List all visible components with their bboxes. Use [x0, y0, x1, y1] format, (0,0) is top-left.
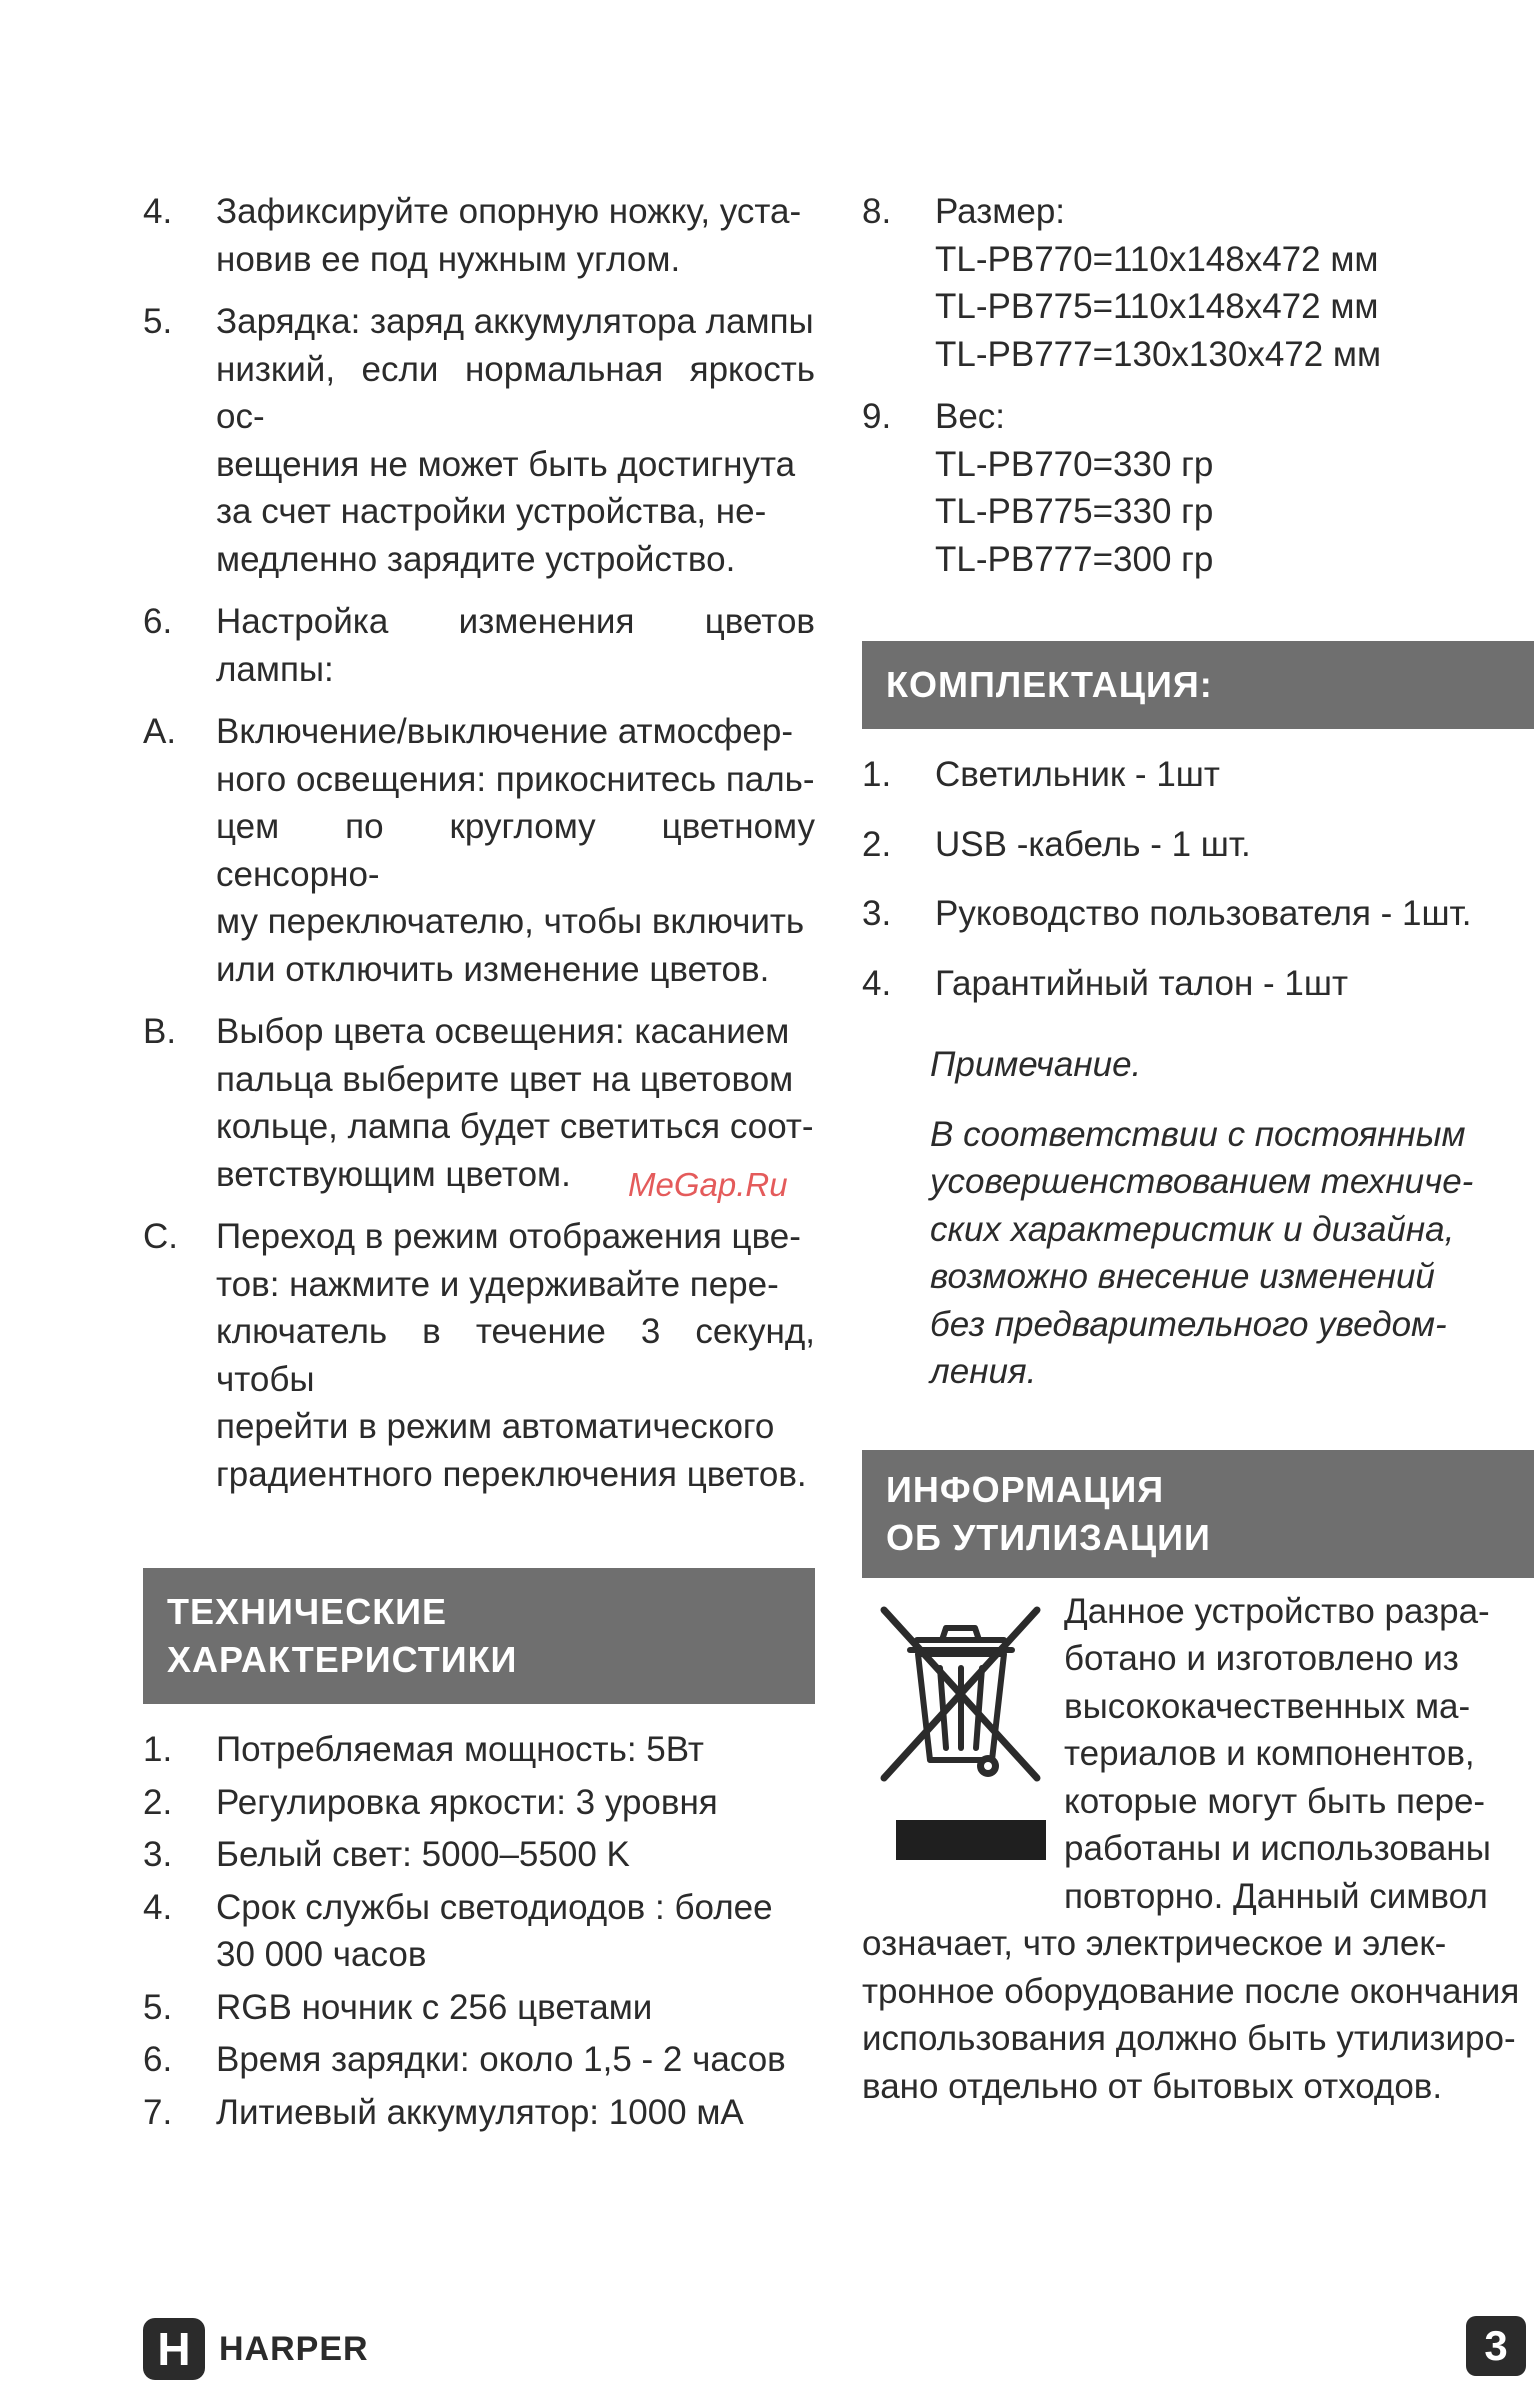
text-line: Данное устройство разра- [1064, 1591, 1490, 1631]
text-line: Гарантийный талон - 1шт [935, 963, 1348, 1003]
list-number: 3. [143, 1835, 173, 1874]
list-text [216, 298, 815, 583]
list-text [216, 1779, 815, 1827]
text-line: Время зарядки: около 1,5 - 2 часов [216, 2040, 786, 2079]
list-text [216, 188, 815, 283]
list-text [216, 2036, 815, 2084]
text-line: Размер: [935, 192, 1066, 231]
text-line: Белый свет: 5000–5500 K [216, 1835, 630, 1874]
text-line: USB -кабель - 1 шт. [935, 824, 1251, 864]
text-line: Светильник - 1шт [935, 755, 1220, 794]
text-line: Зафиксируйте опорную ножку, уста- [216, 192, 802, 231]
text-line: тов: нажмите и удерживайте пере- [216, 1264, 779, 1304]
text-line: TL-PB777=300 гр [935, 539, 1214, 579]
list-number: C. [143, 1217, 178, 1256]
list-item [143, 1884, 815, 1979]
list-item [143, 2089, 815, 2137]
list-text [935, 751, 1534, 799]
list-text [935, 393, 1534, 583]
list-item [143, 1984, 815, 2032]
text-line: му переключателю, чтобы включить [216, 902, 805, 941]
text-line: TL-PB777=130x130x472 мм [935, 334, 1382, 374]
text-line: Настройка изменения цветов лампы: [216, 602, 815, 689]
disposal-text-full [862, 1920, 1534, 2110]
text-line: медленно зарядите устройство. [216, 539, 736, 579]
list-item [862, 960, 1534, 1008]
note-block [862, 1041, 1534, 1396]
text-line: Срок службы светодиодов : более [216, 1887, 773, 1927]
disposal-text-side [1064, 1588, 1534, 1921]
size-weight-list [862, 188, 1534, 583]
brand-name: HARPER [219, 2329, 369, 2368]
list-item [143, 188, 815, 283]
list-text [935, 960, 1534, 1008]
text-line: TL-PB775=110x148x472 мм [935, 287, 1379, 326]
text-line: Переход в режим отображения цве- [216, 1217, 801, 1256]
list-number: 2. [143, 1782, 173, 1822]
heading-line: ТЕХНИЧЕСКИЕ [167, 1591, 448, 1632]
list-item [143, 2036, 815, 2084]
disposal-heading [862, 1450, 1534, 1578]
text-line: без предварительного уведом- [930, 1304, 1447, 1344]
list-item [862, 890, 1534, 938]
list-number: 6. [143, 2040, 173, 2079]
text-line: перейти в режим автоматического [216, 1407, 775, 1446]
text-line: Регулировка яркости: 3 уровня [216, 1782, 718, 1822]
text-line: ного освещения: прикоснитесь паль- [216, 759, 815, 799]
list-number: A. [143, 712, 177, 751]
heading-line: ОБ УТИЛИЗАЦИИ [886, 1516, 1211, 1558]
tech-specs-list [143, 1726, 815, 2136]
text-line: Руководство пользователя - 1шт. [935, 894, 1472, 933]
text-line: низкий, если нормальная яркость ос- [216, 349, 815, 436]
list-number: 2. [862, 824, 892, 864]
text-line: ления. [930, 1352, 1037, 1391]
list-number: 5. [143, 1987, 173, 2027]
left-column [143, 188, 815, 2136]
list-text [935, 188, 1534, 378]
list-number: 4. [143, 1887, 173, 1927]
list-number: 3. [862, 894, 892, 933]
list-item [143, 708, 815, 993]
list-item [862, 393, 1534, 583]
watermark: MeGap.Ru [628, 1166, 788, 1203]
list-number: 9. [862, 397, 892, 436]
list-item [143, 1831, 815, 1879]
tech-specs-heading [143, 1568, 815, 1704]
list-item [143, 1213, 815, 1498]
list-number: 1. [143, 1730, 173, 1769]
text-line: TL-PB775=330 гр [935, 492, 1214, 531]
text-line: которые могут быть пере- [1064, 1781, 1486, 1821]
list-item [862, 751, 1534, 799]
list-text [935, 821, 1534, 869]
list-number: 1. [862, 755, 892, 794]
list-number: 8. [862, 192, 892, 231]
text-line: использования должно быть утилизиро- [862, 2019, 1516, 2058]
text-line: вещения не может быть достигнута [216, 444, 796, 484]
text-line: В соответствии с постоянным [930, 1114, 1466, 1154]
text-line: возможно внесение изменений [930, 1257, 1435, 1296]
note-text [930, 1111, 1534, 1396]
text-line: вано отдельно от бытовых отходов. [862, 2066, 1443, 2106]
disposal-info [862, 1588, 1534, 1921]
package-list [862, 751, 1534, 1007]
text-line: RGB ночник с 256 цветами [216, 1987, 653, 2027]
text-line: ветствующим цветом. [216, 1154, 571, 1194]
text-line: за счет настройки устройства, не- [216, 492, 767, 531]
list-text [216, 1213, 815, 1498]
logo-mark: H [143, 2318, 205, 2380]
text-line: 30 000 часов [216, 1935, 427, 1974]
list-text [216, 1884, 815, 1979]
heading-line: ИНФОРМАЦИЯ [886, 1468, 1165, 1510]
list-item [143, 1726, 815, 1774]
text-line: TL-PB770=330 гр [935, 444, 1214, 484]
instruction-list [143, 188, 815, 1498]
list-text [216, 1726, 815, 1774]
note-title: Примечание. [930, 1045, 1142, 1084]
crossed-bin-graphic [862, 1588, 1052, 1878]
list-text [216, 708, 815, 993]
list-number: B. [143, 1012, 177, 1051]
list-number: 7. [143, 2092, 173, 2132]
list-number: 4. [862, 963, 892, 1003]
text-line: Зарядка: заряд аккумулятора лампы [216, 302, 814, 341]
right-column [862, 188, 1534, 2110]
text-line: работаны и использованы [1064, 1829, 1491, 1868]
text-line: Вес: [935, 397, 1006, 436]
text-line: кольце, лампа будет светиться соот- [216, 1107, 814, 1146]
text-line: тронное оборудование после окончания [862, 1971, 1520, 2011]
text-line: Включение/выключение атмосфер- [216, 712, 793, 751]
text-line: пальца выберите цвет на цветовом [216, 1059, 794, 1099]
list-number: 5. [143, 302, 173, 341]
list-item [862, 821, 1534, 869]
text-line: усовершенствованием техниче- [930, 1162, 1474, 1201]
list-item [143, 298, 815, 583]
list-text [216, 598, 815, 693]
brand-logo [143, 2318, 369, 2380]
text-line: новив ее под нужным углом. [216, 239, 681, 279]
list-item [862, 188, 1534, 378]
list-text [216, 1984, 815, 2032]
text-line: Литиевый аккумулятор: 1000 мА [216, 2092, 744, 2132]
text-line: повторно. Данный символ [1064, 1876, 1488, 1916]
list-number: 4. [143, 192, 173, 231]
text-line: ключатель в течение 3 секунд, чтобы [216, 1312, 815, 1399]
text-line: или отключить изменение цветов. [216, 949, 770, 989]
text-line: Выбор цвета освещения: касанием [216, 1012, 790, 1051]
heading-line: КОМПЛЕКТАЦИЯ: [886, 664, 1213, 705]
text-line: ских характеристик и дизайна, [930, 1209, 1455, 1249]
list-item [143, 1779, 815, 1827]
text-line: цем по круглому цветному сенсорно- [216, 807, 815, 894]
text-line: TL-PB770=110x148x472 мм [935, 239, 1379, 279]
package-heading [862, 641, 1534, 729]
text-line: означает, что электрическое и элек- [862, 1924, 1447, 1963]
list-number: 6. [143, 602, 173, 641]
text-line: градиентного переключения цветов. [216, 1454, 807, 1494]
list-text [935, 890, 1534, 938]
text-line: териалов и компонентов, [1064, 1734, 1475, 1773]
list-text [216, 1831, 815, 1879]
list-text [216, 2089, 815, 2137]
heading-line: ХАРАКТЕРИСТИКИ [167, 1639, 518, 1680]
text-line: высококачественных ма- [1064, 1686, 1471, 1726]
text-line: ботано и изготовлено из [1064, 1639, 1459, 1678]
crossed-bin-icon [862, 1588, 1064, 1880]
page-number: 3 [1466, 2316, 1526, 2376]
text-line: Потребляемая мощность: 5Вт [216, 1730, 704, 1769]
list-item [143, 598, 815, 693]
